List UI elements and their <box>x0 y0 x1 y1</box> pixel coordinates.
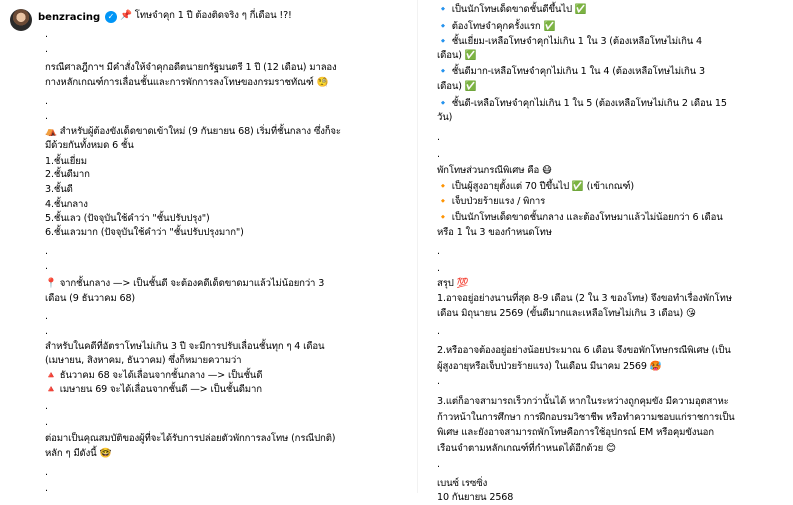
caption-line: (เมษายน, สิงหาคม, ธันวาคม) ซึ่งก็หมายความว่า <box>45 355 242 366</box>
caption-line: . <box>437 149 440 160</box>
caption-line: . <box>437 459 440 470</box>
caption-line: 2.ชั้นดีมาก <box>45 169 90 180</box>
caption-line: . <box>45 261 48 272</box>
caption-line: 2.หรืออาจต้องอยู่อย่างน้อยประมาณ 6 เดือน จึงขอพักโทษกรณีพิเศษ (เป็น <box>437 345 731 356</box>
caption-line: 4.ชั้นกลาง <box>45 199 88 210</box>
caption-line: 🔺 ธันวาคม 68 จะได้เลื่อนจากชั้นกลาง —> เป็นชั้นดี <box>45 370 263 381</box>
caption-line: . <box>45 111 48 122</box>
caption-line: 3.ชั้นดี <box>45 184 73 195</box>
caption-line: ⛺ สำหรับผู้ต้องขังเด็ดขาดเข้าใหม่ (9 กันยายน 68) เริ่มที่ชั้นกลาง ซึ่งก็จะ <box>45 126 341 137</box>
caption-line: . <box>437 246 440 257</box>
caption-line: 🔸 เป็นผู้สูงอายุตั้งแต่ 70 ปีขึ้นไป ✅ (เข้าเกณฑ์) <box>437 181 634 192</box>
caption-line: . <box>437 132 440 143</box>
caption-line: . <box>45 417 48 428</box>
caption-line: 3.แต่ก็อาจสามารถเร็วกว่านั้นได้ หากในระหว่างถูกคุมขัง มีความอุตสาหะ <box>437 396 729 407</box>
caption-line: พักโทษส่วนกรณีพิเศษ คือ 😷 <box>437 165 552 176</box>
caption-line: 🔸 เจ็บป่วยร้ายแรง / พิการ <box>437 196 546 207</box>
caption-line: . <box>45 401 48 412</box>
caption-line: 🔹 ชั้นดีมาก-เหลือโทษจำคุกไม่เกิน 1 ใน 4 (ต้องเหลือโทษไม่เกิน 3 <box>437 66 705 77</box>
caption-line: 6.ชั้นเลวมาก (ปัจจุบันใช้คำว่า "ชั้นปรับปรุงมาก") <box>45 227 244 238</box>
caption-line: เบนซ์ เรซซิ่ง <box>437 478 488 489</box>
caption-line: . <box>437 326 440 337</box>
caption-line: หรือ 1 ใน 3 ของกำหนดโทษ <box>437 227 552 238</box>
caption-line: 🔸 เป็นนักโทษเด็ดขาดชั้นกลาง และต้องโทษมาแล้วไม่น้อยกว่า 6 เดือน <box>437 212 723 223</box>
caption-line: เดือน (9 ธันวาคม 68) <box>45 293 136 304</box>
caption-line: . <box>45 96 48 107</box>
caption-line: วัน) <box>437 112 453 123</box>
caption-line: 🔺 เมษายน 69 จะได้เลื่อนจากชั้นดี —> เป็นชั้นดีมาก <box>45 384 262 395</box>
caption-line: . <box>437 376 440 387</box>
caption-line: เดือน) ✅ <box>437 50 477 61</box>
caption-line: . <box>45 467 48 478</box>
caption-line: . <box>45 44 48 55</box>
caption-line: . <box>45 483 48 494</box>
caption-line: . <box>45 311 48 322</box>
caption-line: หลัก ๆ มีดังนี้ 🤓 <box>45 448 112 459</box>
caption-line: 5.ชั้นเลว (ปัจจุบันใช้คำว่า "ชั้นปรับปรุง") <box>45 213 210 224</box>
caption-line: สรุป 💯 <box>437 278 469 289</box>
caption-line: มีด้วยกันทั้งหมด 6 ชั้น <box>45 140 134 151</box>
column-divider <box>417 0 418 493</box>
caption-line: กางหลักเกณฑ์การเลื่อนชั้นและการพักการลงโทษของกรมราชทัณฑ์ 🧐 <box>45 77 329 88</box>
caption-line: ต่อมาเป็นคุณสมบัติของผู้ที่จะได้รับการปล่อยตัวพักการลงโทษ (กรณีปกติ) <box>45 433 336 444</box>
caption-line: 🔹 ต้องโทษจำคุกครั้งแรก ✅ <box>437 21 556 32</box>
caption-line: พิเศษ และยังอาจสามารถพักโทษคือการใช้อุปกรณ์ EM หรือคุมขังนอก <box>437 427 714 438</box>
verified-badge-icon: ✓ <box>105 11 117 23</box>
caption-line: เดือน) ✅ <box>437 81 477 92</box>
caption-line: สำหรับในคดีที่อัตราโทษไม่เกิน 3 ปี จะมีการปรับเลื่อนชั้นทุก ๆ 4 เดือน <box>45 341 325 352</box>
username[interactable]: benzracing <box>38 12 101 23</box>
caption-line: 📌 โทษจำคุก 1 ปี ต้องติดจริง ๆ กี่เดือน !?! <box>120 10 292 21</box>
caption-line: 🔹 เป็นนักโทษเด็ดขาดชั้นดีขึ้นไป ✅ <box>437 4 587 15</box>
caption-line: เดือน มิถุนายน 2569 (ขั้นดีมากและเหลือโทษไม่เกิน 3 เดือน) 😘 <box>437 308 696 319</box>
caption-line: 10 กันยายน 2568 <box>437 492 514 503</box>
caption-line: ก้าวหน้าในการศึกษา การฝึกอบรมวิชาชีพ หรือทำความชอบแก่ราชการเป็น <box>437 412 735 423</box>
caption-line: . <box>437 263 440 274</box>
caption-line: 🔹 ชั้นเยี่ยม-เหลือโทษจำคุกไม่เกิน 1 ใน 3 (ต้องเหลือโทษไม่เกิน 4 <box>437 36 703 47</box>
caption-line: 1.ชั้นเยี่ยม <box>45 156 87 167</box>
caption-line: 1.อาจอยู่อย่างนานที่สุด 8-9 เดือน (2 ใน 3 ของโทษ) จึงขอทำเรื่องพักโทษ <box>437 293 732 304</box>
caption-line: 🔹 ชั้นดี-เหลือโทษจำคุกไม่เกิน 1 ใน 5 (ต้องเหลือโทษไม่เกิน 2 เดือน 15 <box>437 98 727 109</box>
avatar[interactable] <box>10 9 32 31</box>
caption-line: เรือนจำตามหลักเกณฑ์ที่กำหนดได้อีกด้วย 😊 <box>437 443 616 454</box>
caption-line: . <box>45 29 48 40</box>
caption-line: กรณีศาลฎีกาฯ มีคำสั่งให้จำคุกอดีตนายกรัฐมนตรี 1 ปี (12 เดือน) มาลอง <box>45 62 337 73</box>
caption-line: . <box>45 246 48 257</box>
caption-line: 📍 จากชั้นกลาง —> เป็นชั้นดี จะต้องคดีเด็ดขาดมาแล้วไม่น้อยกว่า 3 <box>45 278 325 289</box>
caption-line: ผู้สูงอายุหรือเจ็บป่วยร้ายแรง) ในเดือน มีนาคม 2569 🥵 <box>437 361 662 372</box>
caption-line: . <box>45 326 48 337</box>
